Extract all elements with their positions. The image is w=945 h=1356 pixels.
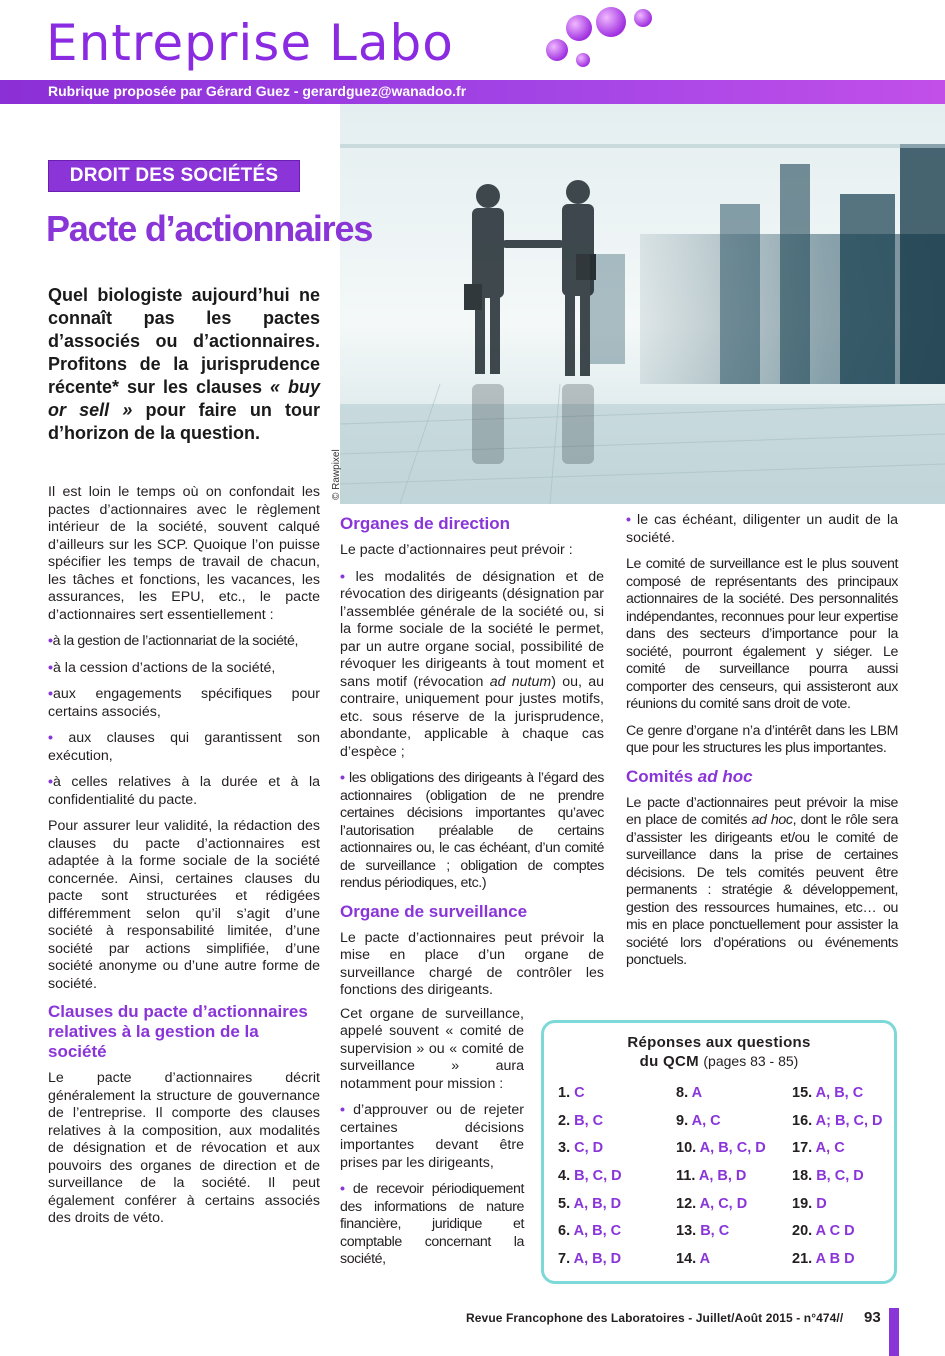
article-title: Pacte d’actionnaires [46,208,373,249]
qcm-title: Réponses aux questions du QCM (pages 83 - 85) [627,1034,811,1070]
bullet-icon: • [340,568,345,585]
list-item: • de recevoir périodiquement des informations de nature financière, juridique et comptable concernant la société, [340,1181,524,1267]
qcm-answers-box [541,1020,897,1284]
byline: Rubrique proposée par Gérard Guez - gerardguez@wanadoo.fr [48,83,467,99]
list-item: • d’approuver ou de rejeter certaines décisions importantes devant être prises par les dirigeants, [340,1102,525,1171]
qcm-row [558,1113,888,1141]
qcm-answer: 18. B, C, D [792,1168,864,1185]
list-item: •à la gestion de l’actionnariat de la société, [48,633,299,649]
bullet-icon: • [48,774,53,790]
article-intro: Quel biologiste aujourd’hui ne connaît pas les pactes d’associés ou d’actionnaires. Profitons de la jurisprudence récente* sur les clauses « buy or sell » pour faire un tour d’horizon de la question. [48,285,320,443]
business-handshake-photo [340,104,945,504]
byline-bar [0,80,945,104]
column-3 [626,512,898,979]
section-heading: Comités ad hoc [626,766,753,786]
masthead [0,0,945,80]
qcm-answer: 20. A C D [792,1223,855,1240]
section-heading: Clauses du pacte d’actionnaires relatives à la gestion de la société [48,1002,308,1061]
paragraph: Le pacte d’actionnaires peut prévoir la mise en place de comités ad hoc, dont le rôle sera d’assister les dirigeants et/ou le comité de surveillance dans la prise de certaines décisions. De tels comités peuvent être permanents : stratégie & développement, gestion des ressources humaines, etc… ou mis en place ponctuellement pour assister la société lors d’opérations ou événements ponctuels. [626,794,898,968]
qcm-grid [558,1085,888,1279]
bullet-icon: • [48,686,53,702]
paragraph: Pour assurer leur validité, la rédaction des clauses du pacte d’actionnaires est adaptée à la forme sociale de la société concernée. Ainsi, certaines clauses du pacte sont structurées et rédigées différemment selon qu’il s’agit d’une société à responsabilité limitée, d’une société par actions simplifiée, d’une société anonyme ou d’une autre forme de société. [48,818,320,992]
journal-footer: Revue Francophone des Laboratoires - Juillet/Août 2015 - n°474// [466,1311,844,1325]
page-marker-bar [889,1308,899,1356]
qcm-answer: 5. A, B, D [558,1195,622,1212]
qcm-answer: 1. C [558,1085,585,1101]
qcm-row [558,1085,888,1113]
qcm-answer: 12. A, C, D [676,1195,748,1212]
qcm-answer: 6. A, B, C [558,1223,622,1240]
qcm-answer: 16. A; B, C, D [792,1112,883,1129]
qcm-answer: 15. A, B, C [792,1085,864,1101]
list-item: •aux engagements spécifiques pour certains associés, [48,686,320,720]
qcm-answer: 10. A, B, C, D [676,1140,766,1157]
bullet-icon: • [340,1102,345,1118]
qcm-row [558,1196,888,1224]
bullet-icon: • [626,512,631,528]
qcm-answer: 19. D [792,1195,827,1212]
bullet-icon: • [340,770,345,786]
list-item: • les modalités de désignation et de révocation des dirigeants (désignation par l’assemblée générale de la société ou, si la forme sociale de la société le permet, par un autre organe social, possibilité de révoquer les dirigeants à tout moment et sans motif (révocation ad nutum) ou, au contraire, uniquement pour justes motifs, etc. sous réserve de la jurisprudence, abondante, applicable à chaque cas d’espèce ; [340,568,604,760]
paragraph: Le comité de surveillance est le plus souvent composé de représentants des principaux actionnaires de la société. Des personnalités indépendantes, reconnues pour leur expertise dans des secteurs d’importance pour la société, pourront également y siéger. Le comité de surveillance pourra aussi comporter des censeurs, qui assisteront aux réunions du comité sans droit de vote. [626,556,898,712]
paragraph: Ce genre d’organe n’a d’intérêt dans les LBM que pour les structures les plus importantes. [626,722,898,756]
bullet-icon: • [48,633,53,649]
bubbles-logo-icon [545,4,675,74]
qcm-answer: 4. B, C, D [558,1168,622,1185]
bullet-icon: • [48,659,53,676]
qcm-row [558,1140,888,1168]
qcm-answer: 3. C, D [558,1140,604,1157]
brand-title: Entreprise Labo [46,14,454,72]
page-number: 93 [864,1309,881,1326]
paragraph: Cet organe de surveillance, appelé souvent « comité de supervision » ou « comité de surveillance » aura notamment pour mission : [340,1005,524,1092]
list-item: •à la cession d’actions de la société, [48,659,276,676]
paragraph: Il est loin le temps où on confondait les pactes d’actionnaires avec le règlement intérieur de la société, souvent calqué d’ailleurs sur les SCP. Quoique l’on puisse spécifier les temps de travail de chacun, les tâches et fonctions, les vacances, les assurances, les EPU, etc., le pacte d’actionnaires sert essentiellement : [48,484,320,623]
qcm-row [558,1168,888,1196]
qcm-row [558,1251,888,1279]
qcm-answer: 17. A, C [792,1140,845,1157]
section-heading: Organe de surveillance [340,901,528,921]
qcm-answer: 8. A [676,1085,703,1101]
qcm-answer: 14. A [676,1251,711,1268]
list-item: • aux clauses qui garantissent son exécution, [48,730,320,764]
qcm-row [558,1223,888,1251]
qcm-answer: 9. A, C [676,1112,721,1129]
photo-credit: © Rawpixel [331,449,342,500]
qcm-answer: 7. A, B, D [558,1251,622,1268]
bullet-icon: • [340,1181,345,1197]
list-item: •à celles relatives à la durée et à la confidentialité du pacte. [48,774,320,808]
list-item: • les obligations des dirigeants à l’égard des actionnaires (obligation de ne prendre certaines décisions importantes qu’avec l’autorisation préalable de certains actionnaires ou, le cas échéant, d’un comité de surveillance ; obligation de comptes rendus périodiques, etc.) [340,770,604,891]
rubric-label: DROIT DES SOCIÉTÉS [48,160,300,192]
qcm-answer: 13. B, C [676,1223,730,1240]
qcm-answer: 2. B, C [558,1112,604,1129]
qcm-answer: 11. A, B, D [676,1168,747,1185]
list-item: • le cas échéant, diligenter un audit de la société. [626,512,898,546]
section-heading: Organes de direction [340,514,511,533]
column-1 [48,484,320,1237]
paragraph: Le pacte d’actionnaires peut prévoir : [340,542,573,558]
qcm-answer: 21. A B D [792,1251,855,1268]
bullet-icon: • [48,730,53,746]
paragraph: Le pacte d’actionnaires peut prévoir la mise en place d’un organe de surveillance chargé de contrôler les fonctions des dirigeants. [340,929,604,998]
paragraph: Le pacte d’actionnaires décrit généralement la structure de gouvernance de l’entreprise. Il comporte des clauses relatives à la composition, aux modalités de désignation et de révocation et aux pouvoirs des organes de direction et de surveillance de la société. Il peut également conférer à certains associés des droits de véto. [48,1070,320,1226]
